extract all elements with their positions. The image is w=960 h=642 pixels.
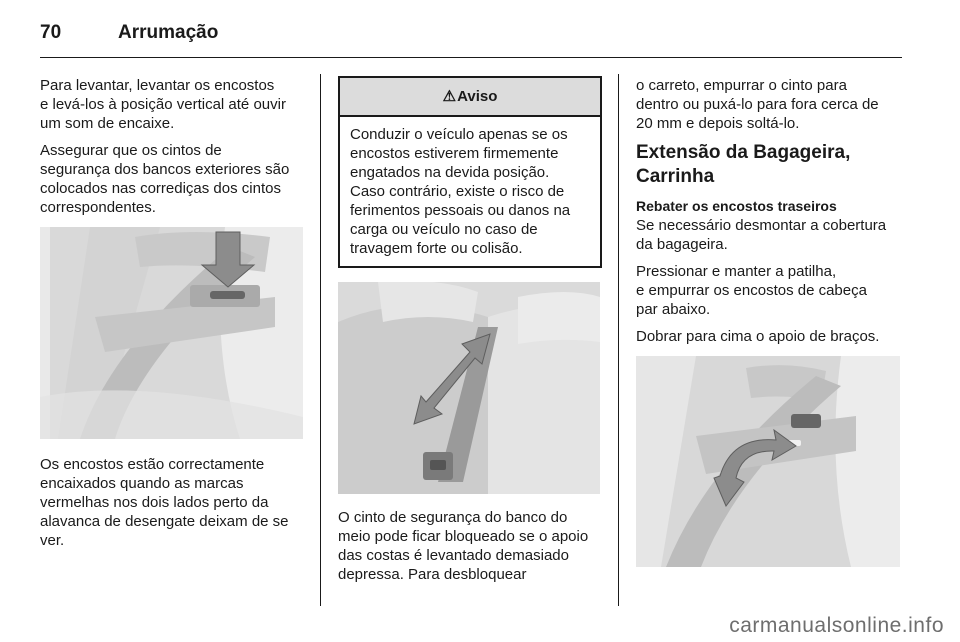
warning-body: Conduzir o veículo apenas se os encostos estiverem firmemente engatados na devida posição. Caso contrário, existe o risco de ferimentos pessoais ou danos na carga ou veículo no caso de travagem forte ou colisão.: [350, 126, 571, 257]
page-title: Arrumação: [118, 22, 219, 43]
page-number: 70: [40, 22, 62, 43]
right-column: [636, 76, 902, 567]
middle-column: [338, 76, 602, 592]
left-column: [40, 76, 306, 558]
column-divider-right: [618, 74, 619, 606]
middle-belt-figure: [338, 282, 600, 494]
red-marks-paragraph: Os encostos estão correctamente encaixados quando as marcas vermelhas nos dois lados perto da alavanca de desengate deixam de se ver.: [40, 456, 289, 549]
warning-triangle-icon: ⚠: [442, 88, 457, 105]
headrest-paragraph: Pressionar e manter a patilha, e empurrar os encostos de cabeça par abaixo.: [636, 263, 867, 318]
warning-box: [338, 76, 602, 268]
column-divider-left: [320, 74, 321, 606]
middle-belt-paragraph: O cinto de segurança do banco do meio pode ficar bloqueado se o apoio das costas é levantado demasiado depressa. Para desbloquear: [338, 509, 589, 583]
header-rule: [40, 57, 902, 58]
warning-title: Aviso: [457, 88, 498, 105]
warning-header: [340, 78, 600, 117]
sub-heading: Rebater os encostos traseiros: [636, 198, 837, 214]
seatbelt-guide-paragraph: Assegurar que os cintos de segurança dos bancos exteriores são colocados nas corrediças dos cintos correspondentes.: [40, 142, 290, 216]
fold-seatback-figure: [636, 356, 900, 567]
intro-paragraph: Para levantar, levantar os encostos e levá-los à posição vertical até ouvir um som de encaixe.: [40, 77, 286, 132]
watermark: carmanualsonline.info: [729, 614, 944, 637]
section-heading: Extensão da Bagageira, Carrinha: [636, 142, 851, 187]
cover-paragraph: Se necessário desmontar a cobertura da bagageira.: [636, 217, 887, 253]
seatback-latch-figure: [40, 227, 303, 439]
armrest-paragraph: Dobrar para cima o apoio de braços.: [636, 328, 880, 345]
unlock-paragraph: o carreto, empurrar o cinto para dentro ou puxá-lo para fora cerca de 20 mm e depois soltá-lo.: [636, 77, 879, 132]
